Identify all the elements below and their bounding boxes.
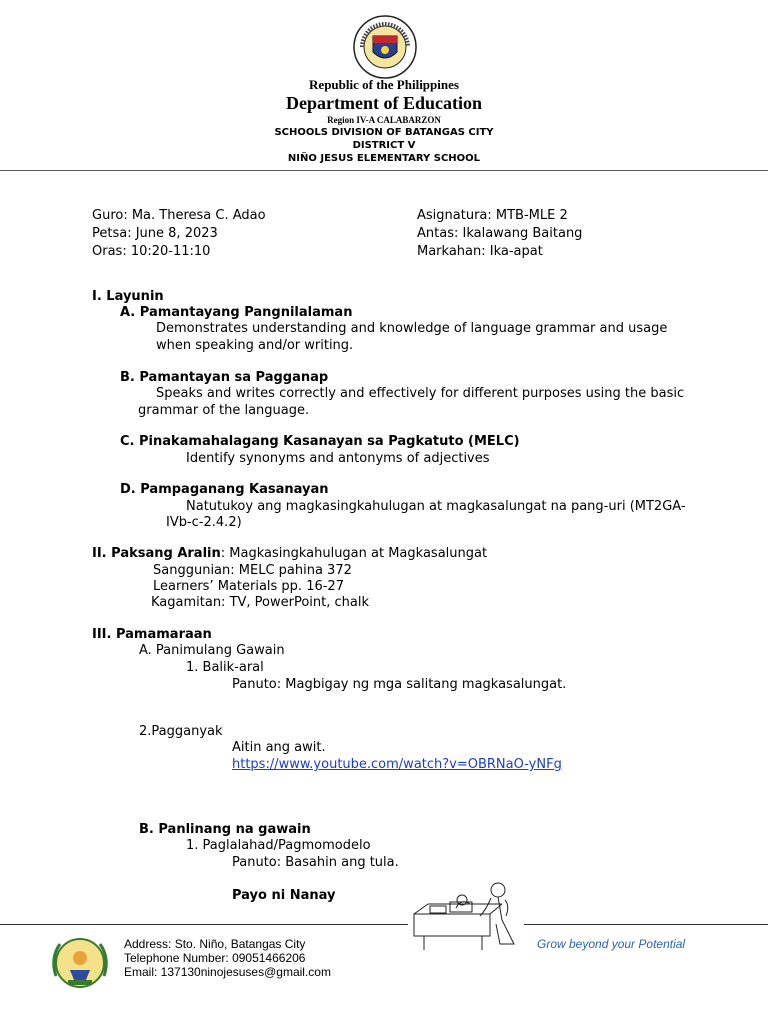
pagganyak-instruction: Aitin ang awit. xyxy=(232,740,326,755)
section-paksang-topic: : Magkasingkahulugan at Magkasalungat xyxy=(220,546,488,561)
pagganyak-item: 2.Pagganyak xyxy=(139,724,223,739)
republic-line: Republic of the Philippines xyxy=(309,77,459,92)
subsection-d-line1: Natutukoy ang magkasingkahulugan at magkasalungat na pang-uri (MT2GA- xyxy=(186,499,686,514)
poem-title: Payo ni Nanay xyxy=(232,888,336,903)
balik-aral-instruction: Panuto: Magbigay ng mga salitang magkasalungat. xyxy=(232,677,567,692)
subsection-b-title: B. Pamantayan sa Pagganap xyxy=(120,370,329,385)
paglalahad-instruction: Panuto: Basahin ang tula. xyxy=(232,855,399,870)
oras-field: Oras: 10:20-11:10 xyxy=(92,244,211,259)
balik-aral-item: 1. Balik-aral xyxy=(186,660,264,675)
panlinang-gawain-title: B. Panlinang na gawain xyxy=(139,822,311,837)
footer-address: Address: Sto. Niño, Batangas City xyxy=(124,937,306,951)
subsection-a-title: A. Pamantayang Pangnilalaman xyxy=(120,305,353,320)
asignatura-field: Asignatura: MTB-MLE 2 xyxy=(417,208,568,223)
antas-field: Antas: Ikalawang Baitang xyxy=(417,226,583,241)
school-line: NIÑO JESUS ELEMENTARY SCHOOL xyxy=(287,153,481,164)
markahan-field: Markahan: Ika-apat xyxy=(417,244,543,259)
subsection-c-title: C. Pinakamahalagang Kasanayan sa Pagkatuto (MELC) xyxy=(120,434,520,449)
panimulang-gawain-title: A. Panimulang Gawain xyxy=(139,643,285,658)
subsection-b-line2: grammar of the language. xyxy=(138,403,310,418)
school-logo-icon xyxy=(48,936,112,990)
division-line: SCHOOLS DIVISION OF BATANGAS CITY xyxy=(274,127,494,138)
learners-materials-line: Learners’ Materials pp. 16-27 xyxy=(153,579,344,594)
kagamitan-line: Kagamitan: TV, PowerPoint, chalk xyxy=(151,595,370,610)
footer-divider xyxy=(0,924,408,925)
petsa-field: Petsa: June 8, 2023 xyxy=(92,226,218,241)
deped-seal-icon xyxy=(352,14,418,80)
region-line: Region IV-A CALABARZON xyxy=(327,115,441,125)
subsection-d-line2: IVb-c-2.4.2) xyxy=(166,515,242,530)
section-layunin-title: I. Layunin xyxy=(92,289,164,304)
footer-phone: Telephone Number: 09051466206 xyxy=(124,951,306,965)
footer-tagline: Grow beyond your Potential xyxy=(537,937,686,951)
department-title: Department of Education xyxy=(286,93,482,113)
youtube-link[interactable]: https://www.youtube.com/watch?v=OBRNaO-yNFg xyxy=(232,757,562,772)
footer-divider-right xyxy=(524,924,768,925)
paglalahad-item: 1. Paglalahad/Pagmomodelo xyxy=(186,838,371,853)
subsection-a-line1: Demonstrates understanding and knowledge of language grammar and usage xyxy=(156,321,668,336)
subsection-b-line1: Speaks and writes correctly and effectively for different purposes using the basic xyxy=(156,386,685,401)
subsection-d-title: D. Pampaganang Kasanayan xyxy=(120,482,329,497)
mother-at-desk-illustration xyxy=(406,880,524,952)
subsection-a-line2: when speaking and/or writing. xyxy=(156,338,354,353)
sanggunian-line: Sanggunian: MELC pahina 372 xyxy=(153,563,352,578)
section-paksang-aralin xyxy=(92,546,487,561)
guro-field: Guro: Ma. Theresa C. Adao xyxy=(92,208,266,223)
header-divider xyxy=(0,170,768,171)
section-pamamaraan-title: III. Pamamaraan xyxy=(92,627,212,642)
subsection-c-line1: Identify synonyms and antonyms of adjectives xyxy=(186,451,490,466)
district-line: DISTRICT V xyxy=(352,140,416,151)
footer-email: Email: 137130ninojesuses@gmail.com xyxy=(124,965,331,979)
section-paksang-title: II. Paksang Aralin xyxy=(92,546,221,561)
